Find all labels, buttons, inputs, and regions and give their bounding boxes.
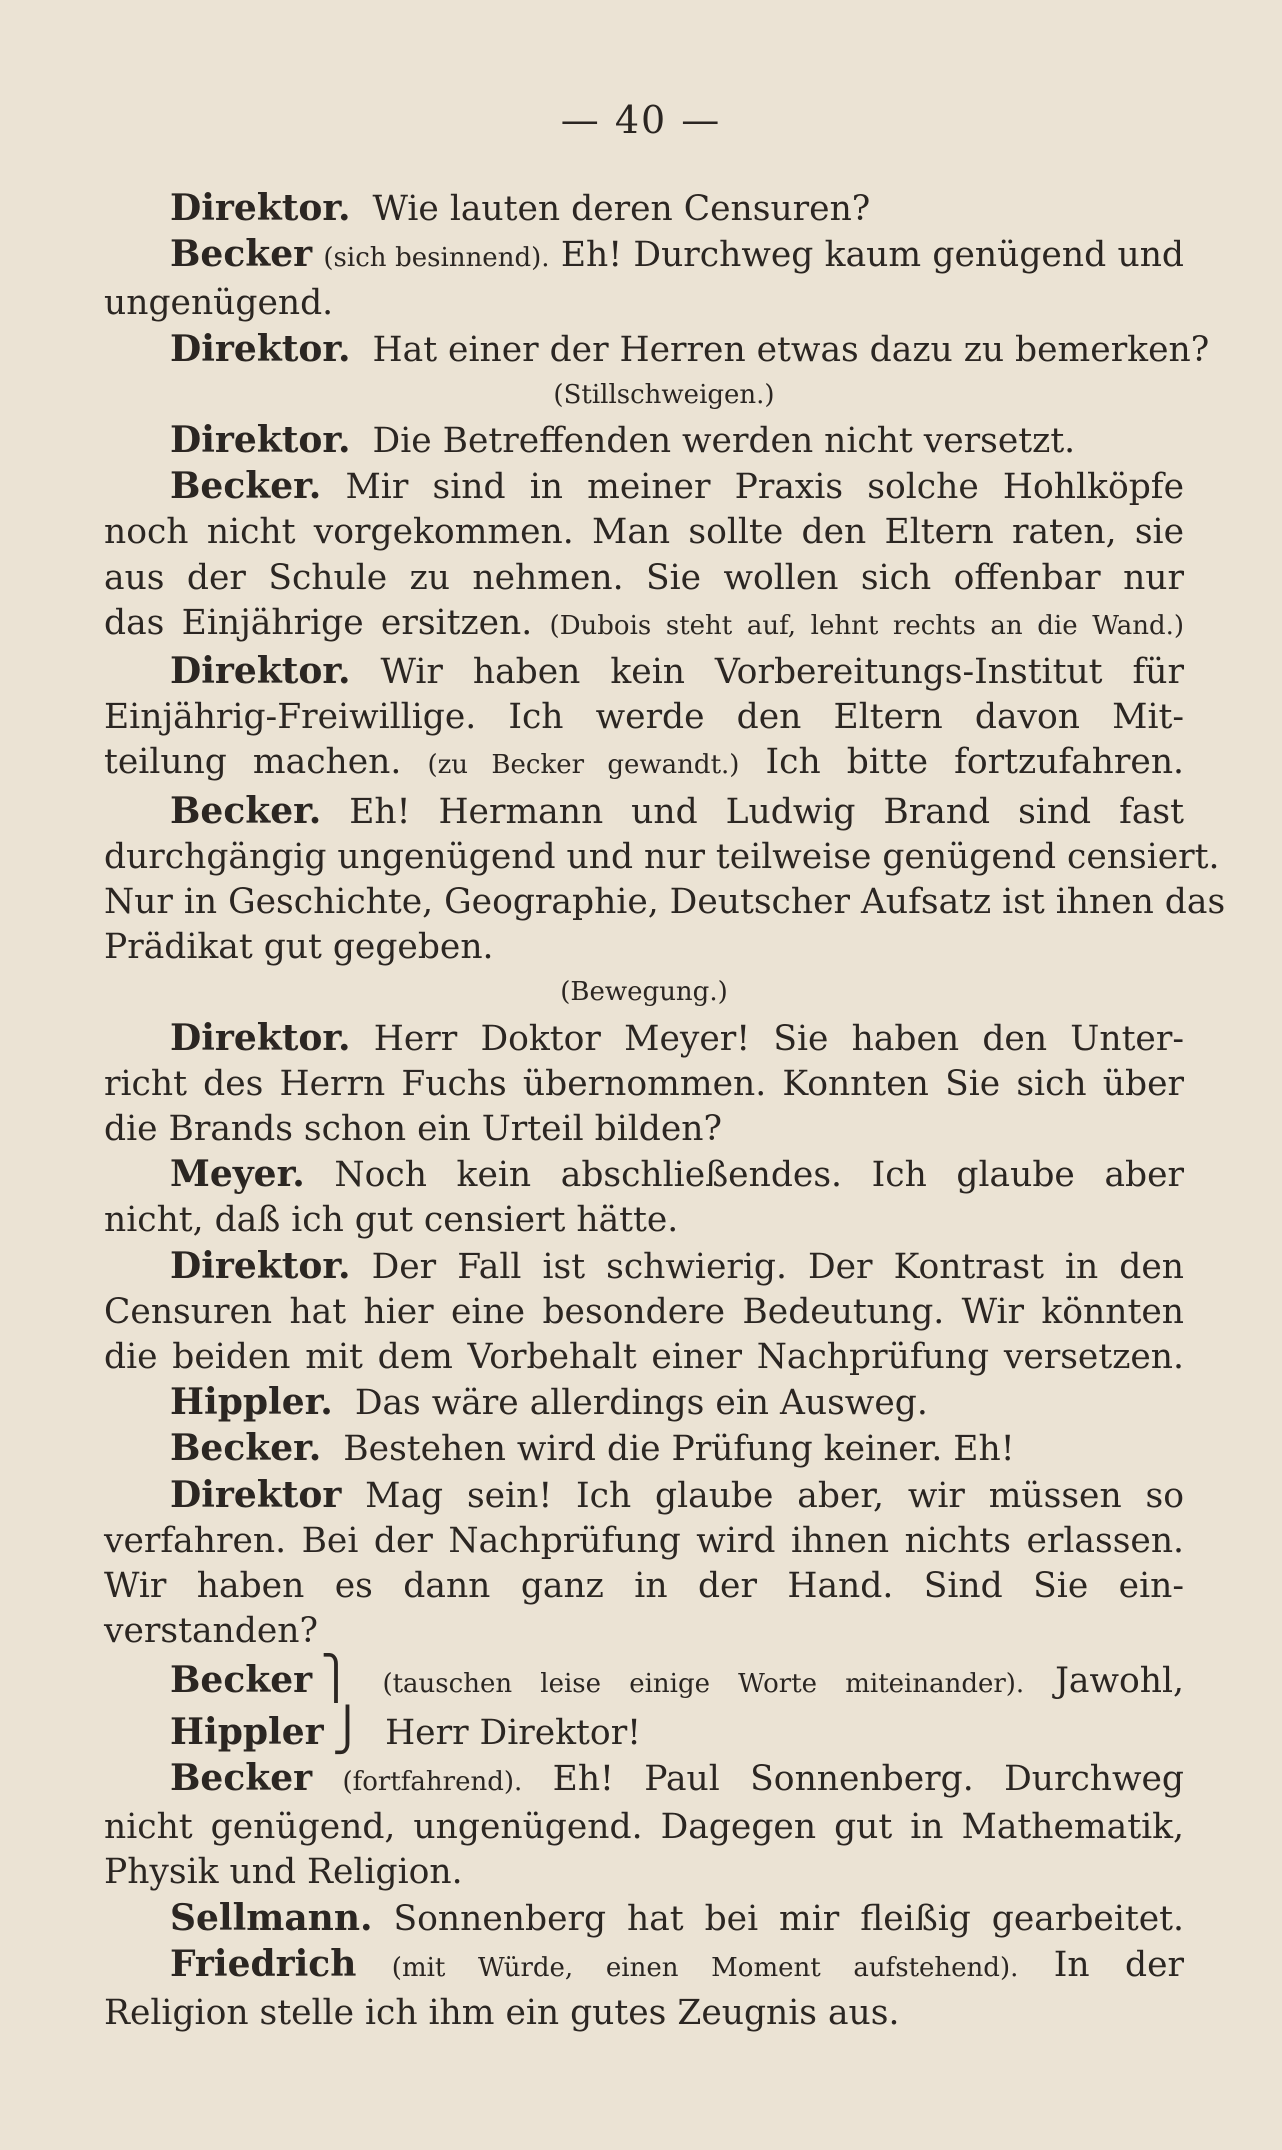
text-line bbox=[104, 464, 1184, 510]
text-line: durchgängig ungenügend und nur teilweise genügend censiert. bbox=[104, 836, 1220, 877]
line-text: Mag sein! Ich glaube aber, wir müssen so bbox=[365, 1475, 1184, 1516]
text-line bbox=[104, 1380, 1184, 1426]
speaker-name: Direktor. bbox=[170, 419, 351, 462]
line-text: Jawohl, bbox=[1055, 1660, 1185, 1701]
text-line: richt des Herrn Fuchs übernommen. Konnten Sie sich über bbox=[104, 1063, 1184, 1104]
line-text: Herr Doktor Meyer! Sie haben den Unter- bbox=[373, 1018, 1184, 1059]
speaker-name: Becker bbox=[170, 1658, 313, 1701]
speaker-name: Direktor. bbox=[170, 187, 351, 229]
line-text: Ich bitte fortzufahren. bbox=[765, 742, 1185, 783]
text-line: die beiden mit dem Vorbehalt einer Nachprüfung versetzen. bbox=[104, 1337, 1184, 1378]
brace-mark: ⎭ bbox=[331, 1704, 364, 1754]
text-line: Physik und Religion. bbox=[104, 1852, 463, 1893]
text-line: aus der Schule zu nehmen. Sie wollen sich offenbar nur bbox=[104, 557, 1184, 598]
line-text: Das wäre allerdings ein Ausweg. bbox=[354, 1383, 928, 1424]
speaker-name: Direktor. bbox=[170, 1016, 351, 1059]
line-text: Eh! Durchweg kaum genügend und bbox=[560, 235, 1184, 276]
text-line bbox=[104, 601, 1184, 649]
speaker-name: Becker bbox=[170, 233, 313, 276]
text-line: verstanden? bbox=[104, 1611, 318, 1652]
line-text: das Einjährige ersitzen. bbox=[104, 602, 533, 643]
speaker-name: Direktor. bbox=[170, 650, 351, 693]
line-text: In der bbox=[1053, 1944, 1185, 1985]
line-text: Wie lauten deren Censuren? bbox=[372, 189, 871, 229]
text-line bbox=[104, 1756, 1184, 1805]
text-line bbox=[104, 1016, 1184, 1062]
line-text: Hat einer der Herren etwas dazu zu bemerken? bbox=[372, 329, 1210, 370]
text-line bbox=[104, 232, 1184, 281]
line-text: teilung machen. bbox=[104, 742, 402, 783]
speaker-name: Sellmann. bbox=[170, 1896, 373, 1939]
stage-direction: (Bewegung.) bbox=[560, 977, 728, 1008]
speaker-group bbox=[170, 1652, 352, 1702]
text-line bbox=[104, 1704, 1184, 1756]
text-line: Religion stelle ich ihm ein gutes Zeugnis aus. bbox=[104, 1992, 900, 2033]
text-line bbox=[104, 1652, 1185, 1707]
line-text: Die Betreffenden werden nicht versetzt. bbox=[372, 421, 1076, 462]
speaker-name: Hippler. bbox=[170, 1381, 333, 1424]
text-line: noch nicht vorgekommen. Man sollte den Eltern raten, sie bbox=[104, 512, 1184, 553]
brace-mark: ⎫ bbox=[320, 1652, 352, 1702]
speaker-name: Friedrich bbox=[170, 1942, 357, 1985]
speaker-name: Becker bbox=[170, 1756, 313, 1799]
speaker-name: Hippler bbox=[170, 1710, 324, 1753]
line-text: Bestehen wird die Prüfung keiner. Eh! bbox=[343, 1429, 1015, 1470]
text-line: Nur in Geschichte, Geographie, Deutscher Aufsatz ist ihnen das bbox=[104, 882, 1226, 923]
text-line: Wir haben es dann ganz in der Hand. Sind Sie ein- bbox=[104, 1566, 1184, 1607]
line-text: Wir haben kein Vorbereitungs-Institut für bbox=[380, 652, 1184, 693]
stage-direction: (sich besinnend). bbox=[323, 243, 550, 274]
speaker-name: Becker. bbox=[170, 789, 322, 832]
line-text: Eh! Paul Sonnenberg. Durchweg bbox=[552, 1758, 1185, 1799]
stage-direction: (zu Becker gewandt.) bbox=[427, 750, 740, 781]
text-line bbox=[104, 1942, 1184, 1991]
speaker-name: Direktor bbox=[170, 1473, 342, 1516]
text-line: Censuren hat hier eine besondere Bedeutung. Wir könnten bbox=[104, 1291, 1184, 1332]
stage-direction: (tauschen leise einige Worte miteinander). bbox=[382, 1668, 1025, 1699]
text-line bbox=[104, 1473, 1184, 1519]
line-text: Mir sind in meiner Praxis solche Hohlköpfe bbox=[345, 467, 1184, 508]
speaker-name: Meyer. bbox=[170, 1153, 305, 1196]
stage-direction: (mit Würde, einen Moment aufstehend). bbox=[391, 1952, 1019, 1983]
stage-direction: (Dubois steht auf, lehnt rechts an die Wand.) bbox=[549, 610, 1184, 641]
text-line bbox=[104, 1152, 1184, 1198]
text-line bbox=[104, 1244, 1184, 1290]
text-line bbox=[104, 1896, 1184, 1942]
text-line bbox=[104, 649, 1184, 695]
line-text: Noch kein abschließendes. Ich glaube aber bbox=[334, 1155, 1185, 1196]
text-line bbox=[104, 418, 1184, 464]
text-line bbox=[104, 327, 1210, 373]
text-line: nicht, daß ich gut censiert hätte. bbox=[104, 1200, 679, 1241]
text-line bbox=[104, 186, 1184, 232]
stage-direction: (fortfahrend). bbox=[342, 1766, 523, 1797]
stage-direction: (Stillschweigen.) bbox=[553, 379, 775, 410]
page-number: — 40 — bbox=[560, 98, 722, 142]
text-line bbox=[104, 789, 1184, 835]
speaker-name: Direktor. bbox=[170, 327, 351, 370]
line-text: Der Fall ist schwierig. Der Kontrast in den bbox=[371, 1246, 1184, 1287]
text-line: Prädikat gut gegeben. bbox=[104, 927, 494, 968]
line-text: Herr Direktor! bbox=[385, 1712, 642, 1753]
speaker-name: Becker. bbox=[170, 1427, 322, 1470]
text-line: ungenügend. bbox=[104, 283, 334, 324]
text-line: die Brands schon ein Urteil bilden? bbox=[104, 1109, 722, 1150]
text-line bbox=[104, 1426, 1184, 1472]
speaker-name: Becker. bbox=[170, 465, 322, 508]
line-text: Sonnenberg hat bei mir fleißig gearbeitet. bbox=[393, 1898, 1184, 1939]
speaker-name: Direktor. bbox=[170, 1244, 351, 1287]
line-text: Eh! Hermann und Ludwig Brand sind fast bbox=[349, 791, 1184, 832]
text-line bbox=[104, 740, 1184, 788]
text-line: verfahren. Bei der Nachprüfung wird ihnen nichts erlassen. bbox=[104, 1520, 1184, 1561]
page-body-text bbox=[104, 186, 1226, 2036]
text-line: Einjährig-Freiwillige. Ich werde den Eltern davon Mit- bbox=[104, 697, 1184, 738]
text-line: nicht genügend, ungenügend. Dagegen gut in Mathematik, bbox=[104, 1807, 1184, 1848]
